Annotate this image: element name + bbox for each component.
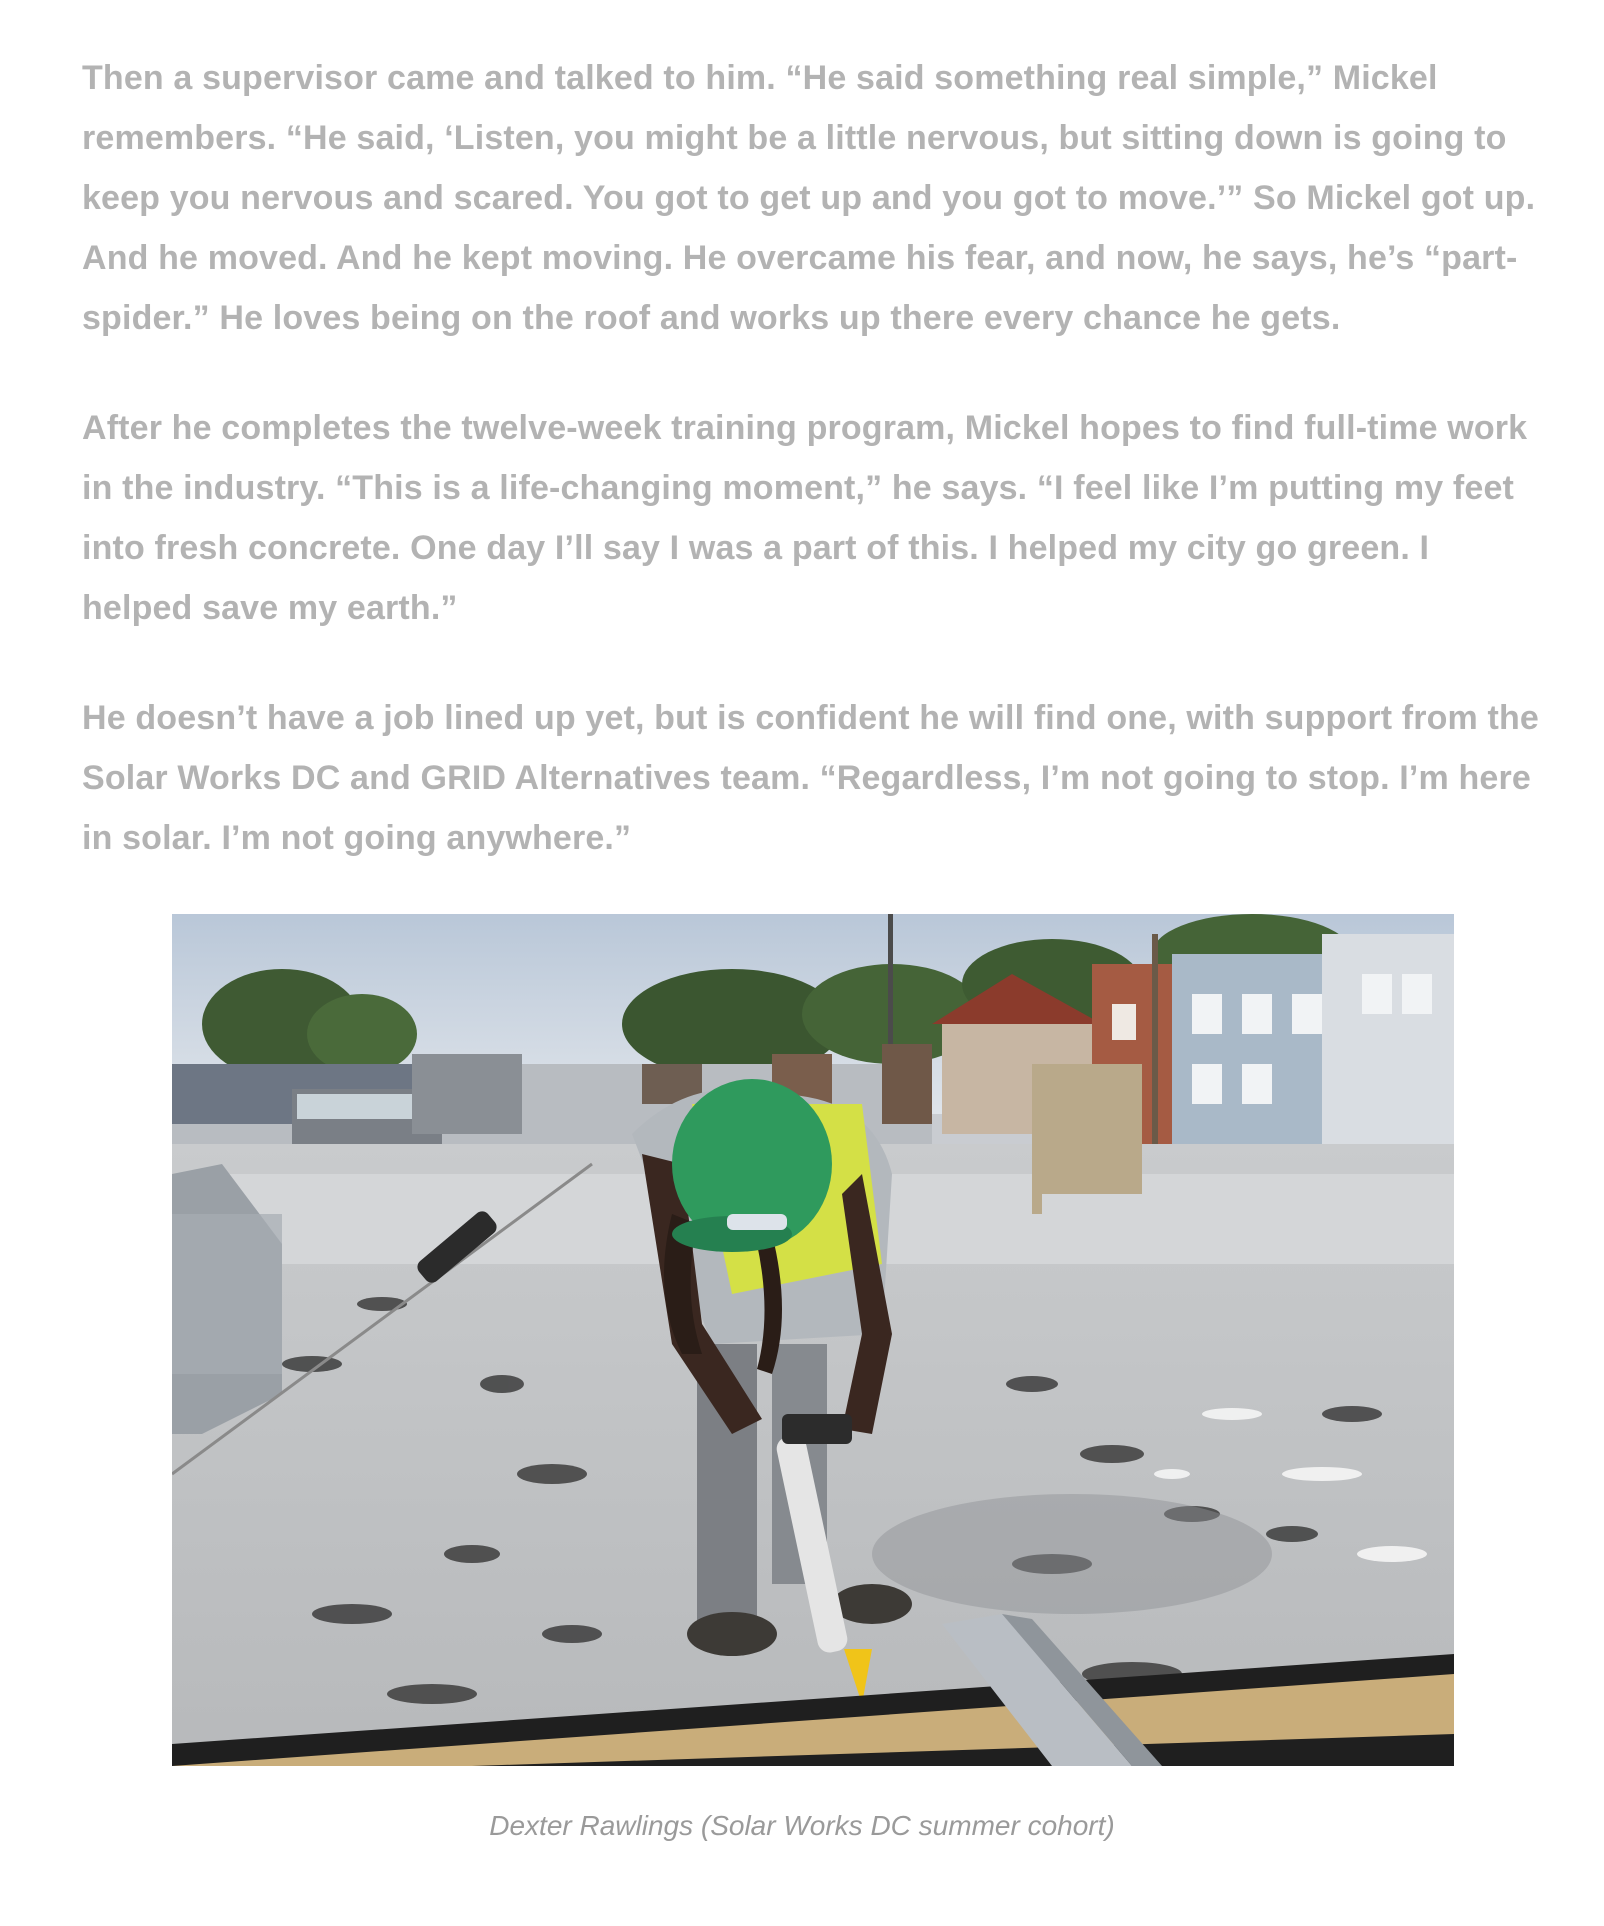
rooftop-photo-illustration (172, 914, 1454, 1766)
paragraph: He doesn’t have a job lined up yet, but is confident he will find one, with support from the Solar Works DC and GRID Alternatives team. “Regardless, I’m not going to stop. I’m here in solar. I’m not going anywhere.” (82, 699, 1539, 857)
photo-caption: Dexter Rawlings (Solar Works DC summer cohort) (489, 1810, 1115, 1841)
paragraph: After he completes the twelve-week training program, Mickel hopes to find full-time work in the industry. “This is a life-changing moment,” he says. “I feel like I’m putting my feet into fresh concrete. One day I’ll say I was a part of this. I helped my city go green. I helped save my earth.” (82, 409, 1528, 627)
paragraph: Then a supervisor came and talked to him. “He said something real simple,” Mickel remembers. “He said, ‘Listen, you might be a little nervous, but sitting down is going to keep you nervous and scared. You got to get up and you got to move.’” So Mickel got up. And he moved. And he kept moving. He overcame his fear, and now, he says, he’s “part-spider.” He loves being on the roof and works up there every chance he gets. (82, 59, 1536, 337)
article-body (82, 48, 1542, 918)
rooftop-photo (172, 914, 1454, 1766)
